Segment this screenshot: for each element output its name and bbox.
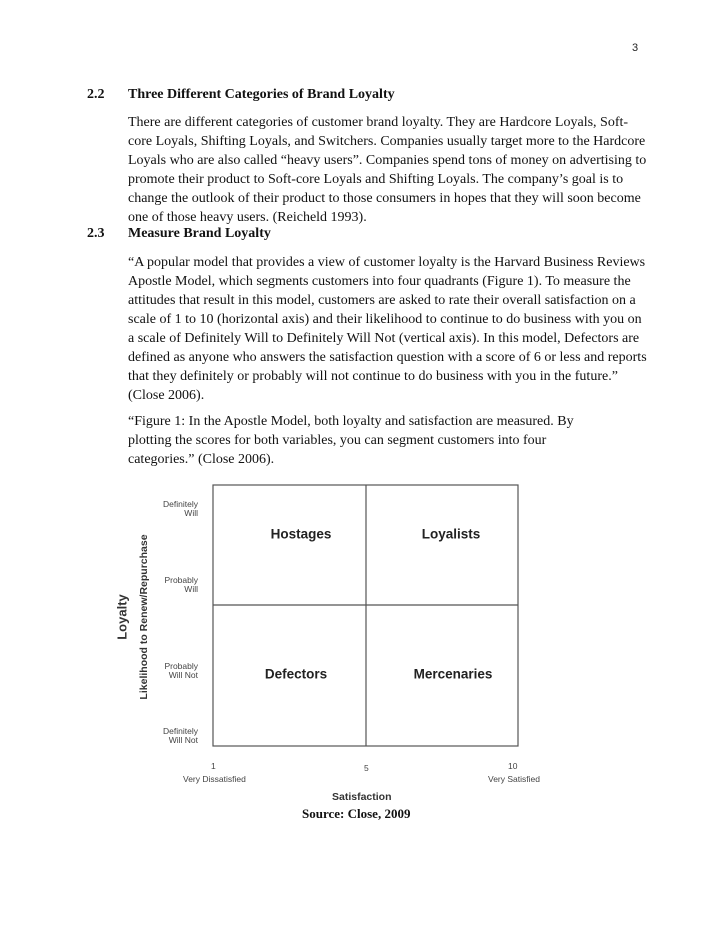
x-axis-title: Satisfaction: [332, 791, 392, 803]
y-label-definitely-will-not: Definitely Will Not: [163, 726, 198, 745]
x-tick-mid: 5: [364, 763, 369, 773]
page-number: 3: [632, 42, 639, 54]
y-axis-title: Loyalty: [114, 594, 130, 640]
y-label-probably-will: Probably Will: [164, 575, 198, 594]
section-2-2-number: 2.2: [87, 87, 105, 102]
x-tick-max: 10: [508, 761, 518, 771]
quadrant-loyalists: Loyalists: [421, 526, 481, 542]
figure-intro-text: “Figure 1: In the Apostle Model, both loyalty and satisfaction are measured. By plotting the scores for both variables, you can segment customers into four categories.” (Close 2006).: [128, 414, 574, 467]
x-label-very-satisfied: Very Satisfied: [488, 774, 540, 784]
figure-caption: Source: Close, 2009: [302, 806, 411, 821]
x-label-very-dissatisfied: Very Dissatisfied: [183, 774, 246, 784]
y-axis-subtitle: Likelihood to Renew/Repurchase: [138, 534, 150, 700]
x-tick-min: 1: [211, 761, 216, 771]
section-2-3-body: “A popular model that provides a view of customer loyalty is the Harvard Business Reviews Apostle Model, which segments customers into four quadrants (Figure 1). To measure the attitudes that result in this model, customers are asked to rate their overall satisfaction on a scale of 1 to 10 (horizontal axis) and their likelihood to continue to do business with you on a scale of Definitely Will to Definitely Will Not (vertical axis). In this model, Defectors are defined as anyone who answers the satisfaction question with a score of 6 or less and reports that they definitely or probably will not continue to do business with you in the future.” (Close 2006).: [128, 255, 647, 403]
section-2-3-number: 2.3: [87, 226, 105, 241]
apostle-model-figure: [114, 482, 580, 812]
section-2-2-heading: Three Different Categories of Brand Loyalty: [128, 87, 395, 102]
section-2-3-heading: Measure Brand Loyalty: [128, 226, 271, 241]
section-2-2-body: There are different categories of customer brand loyalty. They are Hardcore Loyals, Soft-core Loyals, Shifting Loyals, and Switchers. Companies usually target more to the Hardcore Loyals who are also called “heavy users”. Companies spend tons of money on advertising to promote their product to Soft-core Loyals and Shifting Loyals. The company’s goal is to change the outlook of their product to those consumers in hopes that they will soon become one of those heavy users. (Reicheld 1993).: [128, 115, 647, 225]
quadrant-mercenaries: Mercenaries: [413, 666, 493, 682]
y-label-definitely-will: Definitely Will: [163, 499, 198, 518]
quadrant-hostages: Hostages: [270, 526, 332, 542]
quadrant-defectors: Defectors: [264, 666, 328, 682]
y-label-probably-will-not: Probably Will Not: [164, 661, 198, 680]
